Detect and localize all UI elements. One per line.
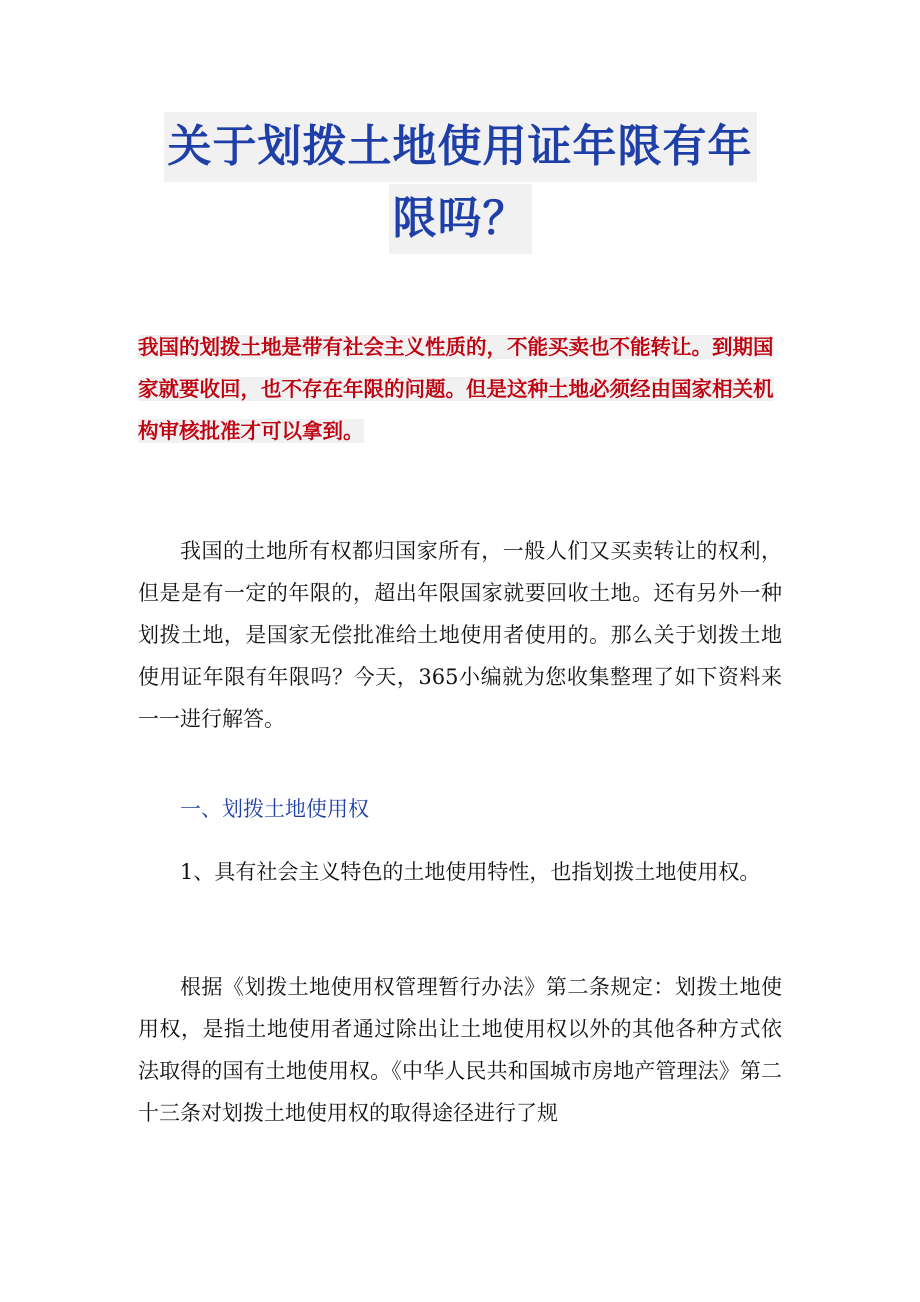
summary-highlight	[138, 326, 788, 452]
title-line-2: 限吗？	[389, 184, 532, 254]
paragraph-point-1: 1、具有社会主义特色的土地使用特性，也指划拨土地使用权。	[180, 860, 761, 884]
summary-text: 我国的划拨土地是带有社会主义性质的，不能买卖也不能转让。到期国家就要收回，也不存在年限的问题。但是这种土地必须经由国家相关机构审核批准才可以拿到。	[138, 335, 774, 443]
document-title	[0, 112, 920, 254]
paragraph-intro: 我国的土地所有权都归国家所有，一般人们又买卖转让的权利，但是是有一定的年限的，超出年限国家就要回收土地。还有另外一种划拨土地，是国家无偿批准给土地使用者使用的。那么关于划拨土地使用证年限有年限吗？今天，365小编就为您收集整理了如下资料来一一进行解答。	[138, 539, 782, 731]
title-line-1: 关于划拨土地使用证年限有年	[164, 112, 757, 182]
section-heading: 一、划拨土地使用权	[180, 797, 369, 821]
paragraph-regulation: 根据《划拨土地使用权管理暂行办法》第二条规定：划拨土地使用权，是指土地使用者通过除出让土地使用权以外的其他各种方式依法取得的国有土地使用权。《中华人民共和国城市房地产管理法》第二十三条对划拨土地使用权的取得途径进行了规	[138, 975, 782, 1125]
